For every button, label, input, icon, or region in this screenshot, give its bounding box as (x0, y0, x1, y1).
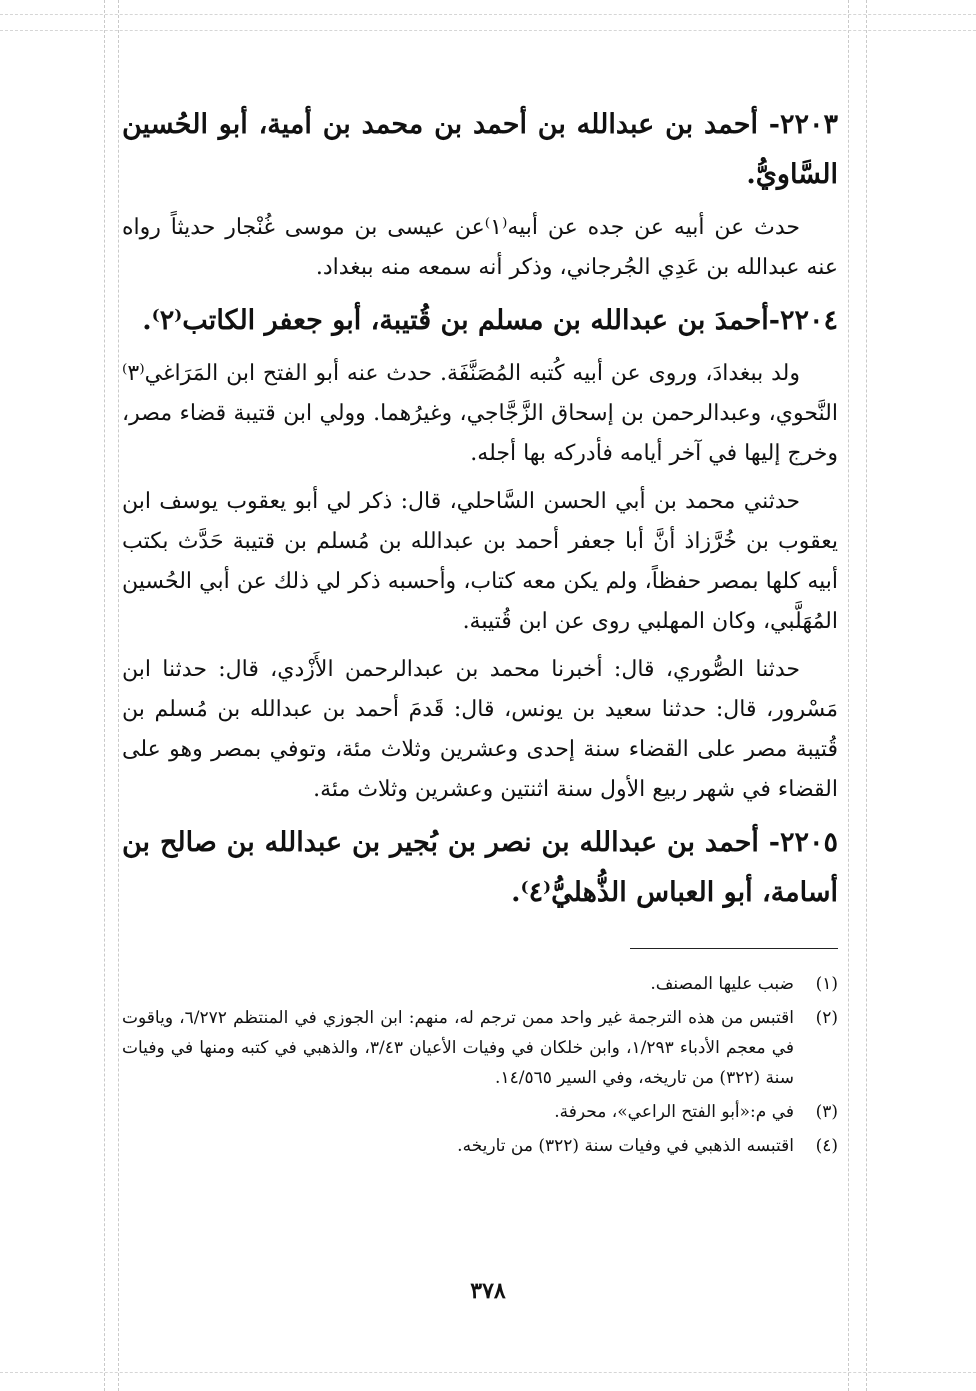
page-number: ٣٧٨ (470, 1278, 506, 1304)
page-body (122, 100, 838, 1165)
footnote-separator (630, 948, 838, 949)
entry-2204 (122, 296, 838, 810)
entry-2203 (122, 100, 838, 288)
footnote (122, 969, 838, 999)
footnote (122, 1003, 838, 1093)
footnote-number: (٣) (815, 1102, 838, 1122)
entry-number: ٢٢٠٥ (779, 827, 838, 858)
paragraph: حدث عن أبيه عن جده عن أبيه⁽١⁾عن عيسى بن موسى غُنْجار حديثاً رواه عنه عبدالله بن عَدِي الجُرجاني، وذكر أنه سمعه منه ببغداد. (122, 215, 838, 280)
entry-title (122, 100, 838, 200)
entry-2205 (122, 818, 838, 918)
entry-heading: - أحمد بن عبدالله بن أحمد بن محمد بن أمية، أبو الحُسين السَّاويُّ. (122, 109, 838, 190)
footnote (122, 1097, 838, 1127)
entry-number: ٢٢٠٣ (779, 109, 838, 140)
footnote-number: (١) (815, 974, 838, 994)
footnote-number: (٢) (815, 1008, 838, 1028)
margin-guide (866, 0, 867, 1391)
paragraph: ولد ببغدادَ، وروى عن أبيه كُتبه المُصَنَّفَة. حدث عنه أبو الفتح ابن المَرَاغي⁽٣⁾النَّحوي، وعبدالرحمن بن إسحاق الزَّجَّاجي، وغيرُهما. وولي ابن قتيبة قضاء مصر، وخرج إليها في آخر أيامه فأدركه بها أجله. (122, 361, 838, 466)
entry-title (122, 818, 838, 918)
footnote-text: في م:«أبو الفتح الراعي»، محرفة. (554, 1102, 794, 1122)
margin-guide (0, 14, 976, 15)
margin-guide (0, 1372, 976, 1373)
footnote-number: (٤) (815, 1136, 838, 1156)
paragraph: حدثني محمد بن أبي الحسن السَّاحلي، قال: ذكر لي أبو يعقوب يوسف ابن يعقوب بن خُرَّزاذ أنَّ أبا جعفر أحمد بن عبدالله بن مُسلم بن قتيبة حَدَّث بكتب أبيه كلها بمصر حفظاً، ولم يكن معه كتاب، وأحسبه ذكر لي ذلك عن أبي الحُسين المُهَلَّبي، وكان المهلبي روى عن ابن قُتيبة. (122, 489, 838, 634)
footnote-text: ضبب عليها المصنف. (650, 974, 794, 994)
footnotes (122, 969, 838, 1161)
margin-guide (104, 0, 105, 1391)
entry-heading: -أحمدَ بن عبدالله بن مسلم بن قُتيبة، أبو جعفر الكاتب⁽٢⁾. (142, 305, 780, 336)
footnote (122, 1131, 838, 1161)
footnote-text: اقتبسه الذهبي في وفيات سنة (٣٢٢) من تاريخه. (457, 1136, 794, 1156)
entry-title (122, 296, 838, 346)
margin-guide (848, 0, 849, 1391)
footnote-text: اقتبس من هذه الترجمة غير واحد ممن ترجم له، منهم: ابن الجوزي في المنتظم ٦/٢٧٢، وياقوت في معجم الأدباء ١/٢٩٣، وابن خلكان في وفيات الأعيان ٣/٤٣، والذهبي في كتبه ومنها في وفيات سنة (٣٢٢) من تاريخه، وفي السير ١٤/٥٦٥. (122, 1008, 795, 1088)
paragraph: حدثنا الصُّوري، قال: أخبرنا محمد بن عبدالرحمن الأَزْدي، قال: حدثنا ابن مَسْرور، قال: حدثنا سعيد بن يونس، قال: قَدمَ أحمد بن عبدالله بن مُسلم بن قُتيبة مصر على القضاء سنة إحدى وعشرين وثلاث مئة، وتوفي بمصر وهو على القضاء في شهر ربيع الأول سنة اثنتين وعشرين وثلاث مئة. (122, 657, 838, 802)
margin-guide (118, 0, 119, 1391)
margin-guide (0, 30, 976, 31)
entry-number: ٢٢٠٤ (779, 305, 838, 336)
entry-heading: - أحمد بن عبدالله بن نصر بن بُجير بن عبدالله بن صالح بن أسامة، أبو العباس الذُّهليُّ⁽٤⁾. (122, 827, 838, 908)
